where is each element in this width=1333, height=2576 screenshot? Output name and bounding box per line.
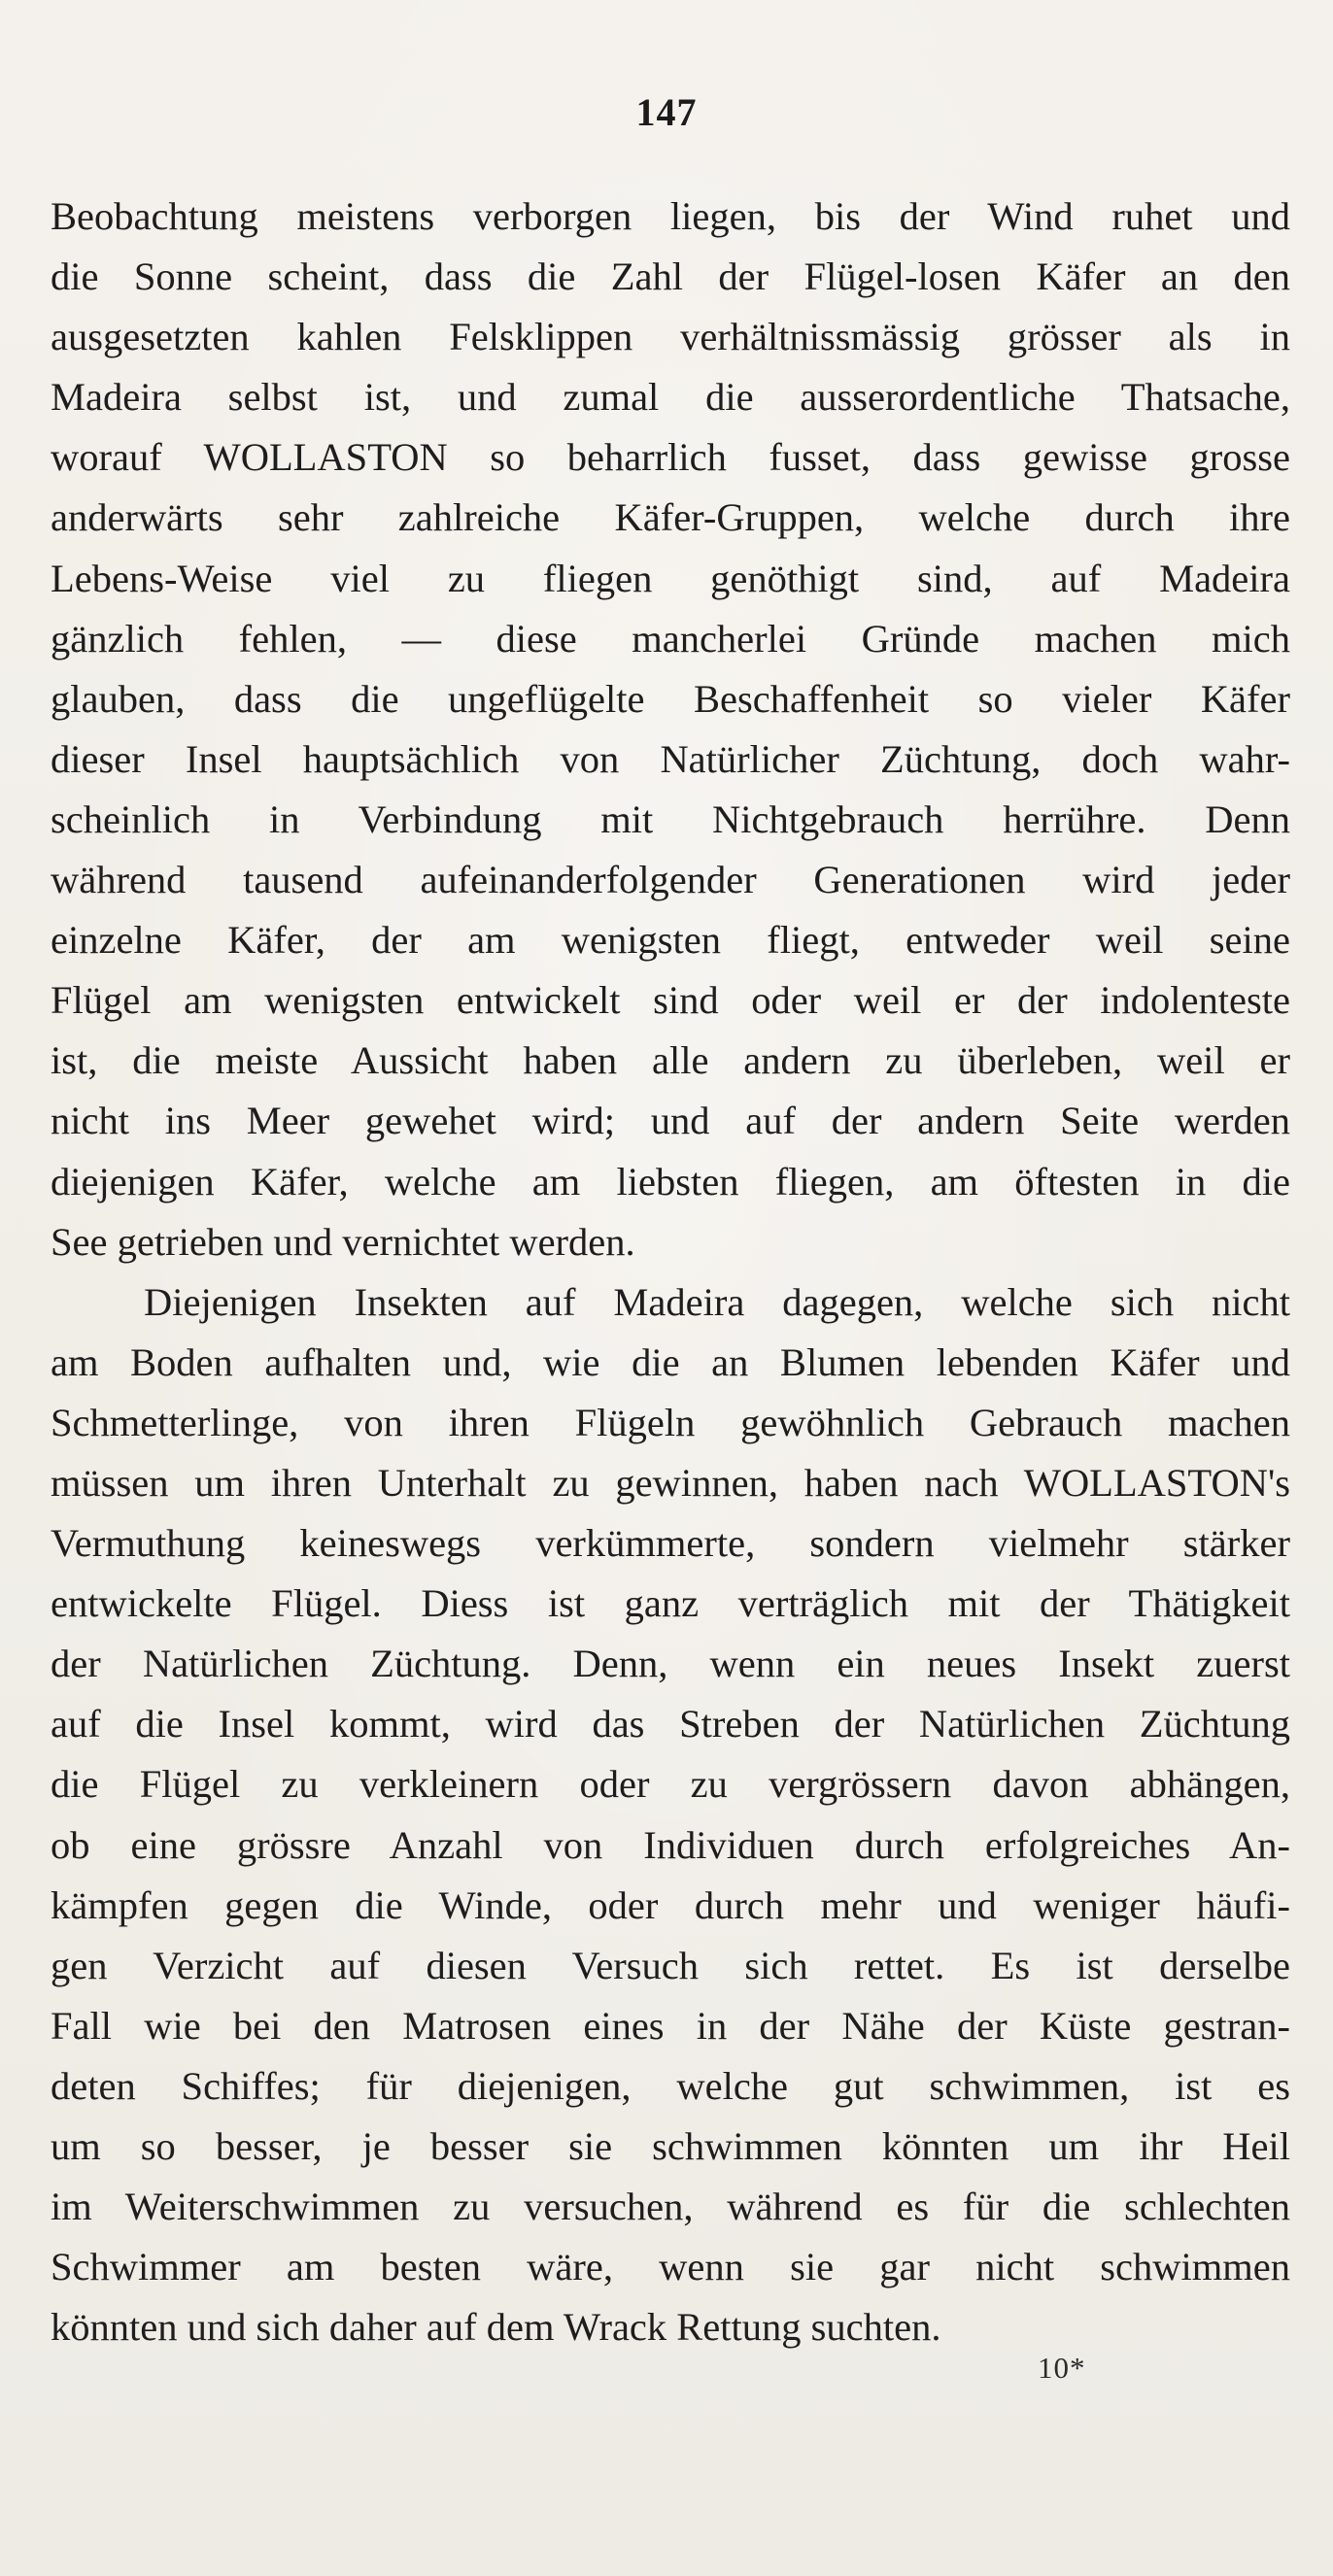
text-line: der Natürlichen Züchtung. Denn, wenn ein neues Insekt zuerst xyxy=(51,1642,1290,1686)
text-line: Fall wie bei den Matrosen eines in der Nähe der Küste gestran- xyxy=(51,2003,1290,2048)
text-line: müssen um ihren Unterhalt zu gewinnen, haben nach WOLLASTON's xyxy=(51,1460,1290,1505)
text-line: See getrieben und vernichtet werden. xyxy=(51,1219,635,1264)
text-line: auf die Insel kommt, wird das Streben der Natürlichen Züchtung xyxy=(51,1702,1290,1746)
text-line: nicht ins Meer gewehet wird; und auf der andern Seite werden xyxy=(51,1099,1290,1143)
text-line: während tausend aufeinanderfolgender Generationen wird jeder xyxy=(51,858,1290,902)
text-line: die Flügel zu verkleinern oder zu vergrössern davon abhängen, xyxy=(51,1762,1290,1807)
signature-mark: 10* xyxy=(1038,2351,1086,2385)
text-line: Lebens-Weise viel zu fliegen genöthigt sind, auf Madeira xyxy=(51,556,1290,600)
text-line: ausgesetzten kahlen Felsklippen verhältnissmässig grösser als in xyxy=(51,315,1290,359)
text-line: Madeira selbst ist, und zumal die ausserordentliche Thatsache, xyxy=(51,375,1290,420)
text-line: die Sonne scheint, dass die Zahl der Flügel-losen Käfer an den xyxy=(51,254,1290,299)
text-line: gen Verzicht auf diesen Versuch sich rettet. Es ist derselbe xyxy=(51,1943,1290,1987)
text-line: Diejenigen Insekten auf Madeira dagegen, welche sich nicht xyxy=(144,1279,1290,1324)
text-line: Schwimmer am besten wäre, wenn sie gar nicht schwimmen xyxy=(51,2245,1290,2289)
text-line: entwickelte Flügel. Diess ist ganz verträglich mit der Thätigkeit xyxy=(51,1581,1290,1626)
text-line: kämpfen gegen die Winde, oder durch mehr und weniger häufi- xyxy=(51,1882,1290,1927)
text-line: ist, die meiste Aussicht haben alle andern zu überleben, weil er xyxy=(51,1038,1290,1083)
page-number: 147 xyxy=(635,90,698,134)
text-line: scheinlich in Verbindung mit Nichtgebrauch herrühre. Denn xyxy=(51,797,1290,841)
text-line: Schmetterlinge, von ihren Flügeln gewöhnlich Gebrauch machen xyxy=(51,1400,1290,1444)
text-line: dieser Insel hauptsächlich von Natürlicher Züchtung, doch wahr- xyxy=(51,736,1290,781)
text-line: gänzlich fehlen, — diese mancherlei Gründe machen mich xyxy=(51,616,1290,661)
text-line: Flügel am wenigsten entwickelt sind oder weil er der indolenteste xyxy=(51,978,1290,1023)
text-line: im Weiterschwimmen zu versuchen, während es für die schlechten xyxy=(51,2185,1290,2229)
text-line: um so besser, je besser sie schwimmen könnten um ihr Heil xyxy=(51,2124,1290,2168)
text-line: Beobachtung meistens verborgen liegen, bis der Wind ruhet und xyxy=(51,194,1290,238)
text-line: glauben, dass die ungeflügelte Beschaffenheit so vieler Käfer xyxy=(51,676,1290,721)
body-text xyxy=(51,186,1290,2357)
text-line: diejenigen Käfer, welche am liebsten fliegen, am öftesten in die xyxy=(51,1159,1290,1203)
text-line: worauf WOLLASTON so beharrlich fusset, dass gewisse grosse xyxy=(51,435,1290,480)
text-line: ob eine grössre Anzahl von Individuen durch erfolgreiches An- xyxy=(51,1822,1290,1867)
text-line: am Boden aufhalten und, wie die an Blumen lebenden Käfer und xyxy=(51,1339,1290,1384)
text-line: deten Schiffes; für diejenigen, welche gut schwimmen, ist es xyxy=(51,2063,1290,2108)
text-line: einzelne Käfer, der am wenigsten fliegt, entweder weil seine xyxy=(51,918,1290,963)
text-line: anderwärts sehr zahlreiche Käfer-Gruppen, welche durch ihre xyxy=(51,495,1290,540)
text-line: Vermuthung keineswegs verkümmerte, sondern vielmehr stärker xyxy=(51,1521,1290,1566)
text-line: könnten und sich daher auf dem Wrack Rettung suchten. xyxy=(51,2305,941,2350)
